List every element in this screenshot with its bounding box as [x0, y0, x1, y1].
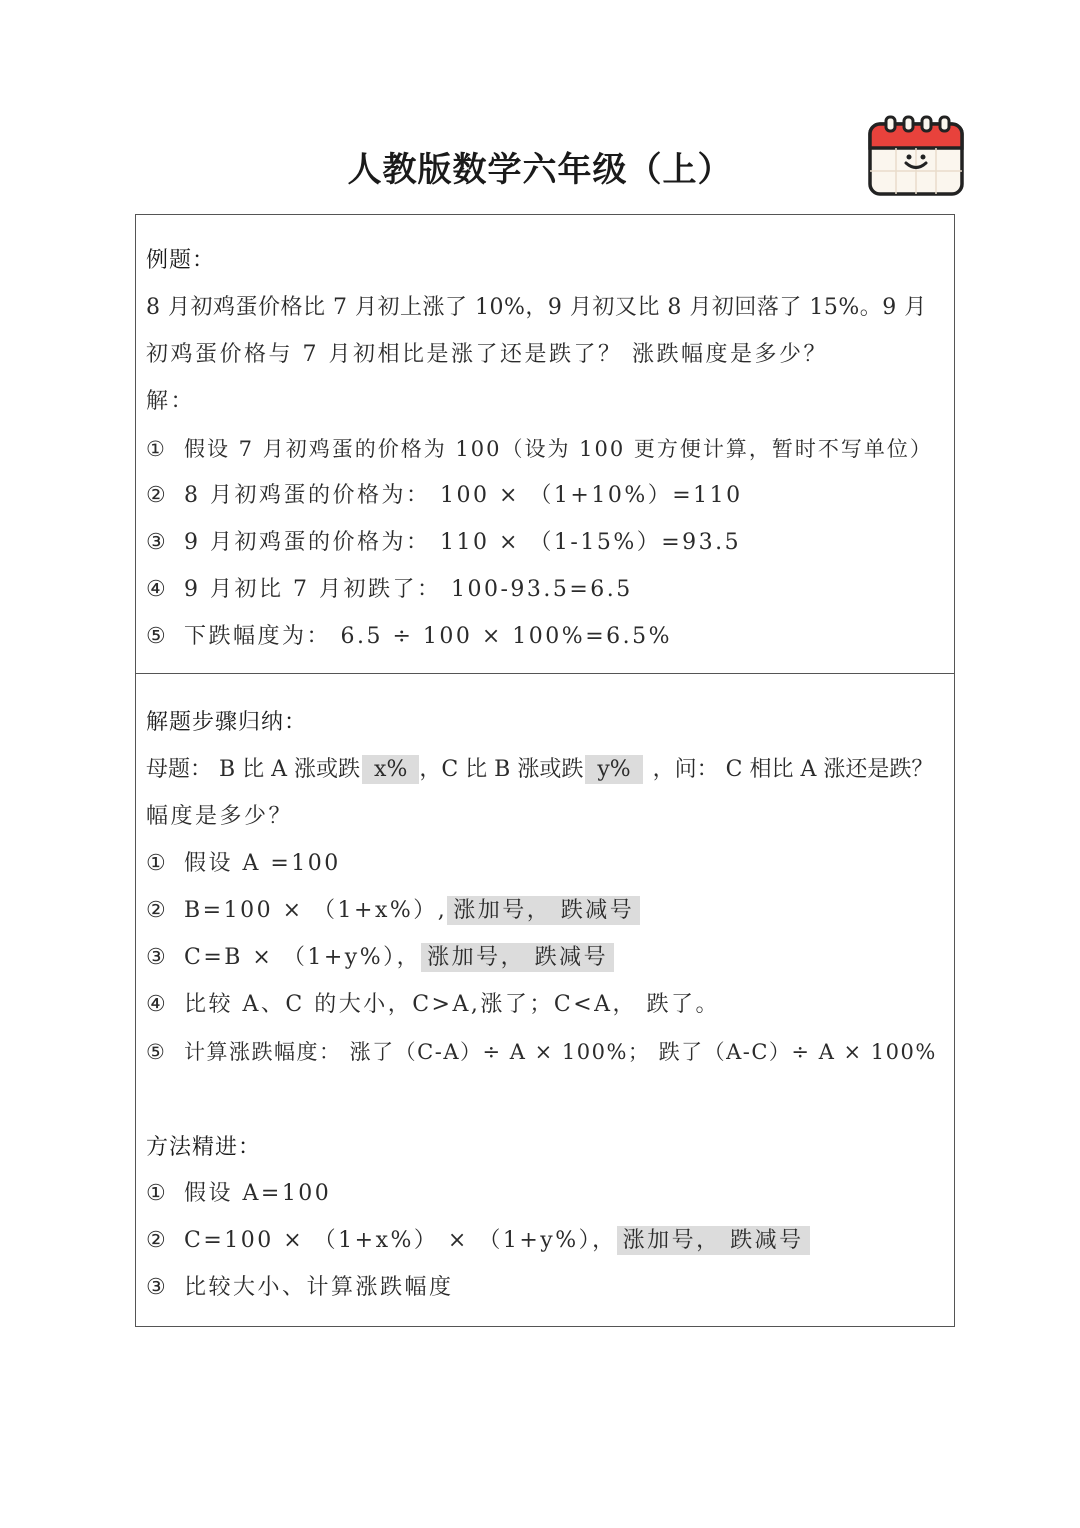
example-step	[146, 528, 741, 558]
step-number: ①	[146, 1181, 169, 1206]
step-number: ④	[146, 577, 169, 602]
step-text: 8 月初鸡蛋的价格为： 100 × （1+10%）=110	[184, 483, 743, 508]
example-step	[146, 575, 633, 605]
step-number: ②	[146, 1228, 169, 1253]
mother-problem-line-2: 幅度是多少？	[146, 804, 294, 829]
step-number: ⑤	[146, 624, 169, 649]
example-step	[146, 622, 672, 652]
step-text: 假设 A =100	[184, 851, 341, 876]
step-number: ②	[146, 483, 169, 508]
step-text: 假设 A=100	[184, 1181, 332, 1206]
example-heading: 例题：	[146, 248, 216, 273]
problem-line-1: 8 月初鸡蛋价格比 7 月初上涨了 10%，9 月初又比 8 月初回落了 15%。9 月	[146, 295, 927, 320]
calendar-icon	[866, 114, 966, 198]
mother-y-highlight: y%	[585, 755, 642, 784]
step-number: ③	[146, 530, 169, 555]
summary-step	[146, 849, 341, 879]
method-step	[146, 1179, 331, 1209]
summary-step	[146, 990, 720, 1020]
content-box	[135, 214, 955, 1327]
step-text: 9 月初鸡蛋的价格为： 110 × （1-15%）=93.5	[184, 530, 742, 555]
summary-heading: 解题步骤归纳：	[146, 710, 308, 735]
section-divider	[136, 673, 954, 674]
summary-step	[146, 896, 640, 926]
method-step	[146, 1273, 454, 1303]
page-title: 人教版数学六年级（上）	[347, 150, 733, 190]
summary-step	[146, 1037, 937, 1067]
example-step	[146, 481, 743, 511]
step-text: 9 月初比 7 月初跌了： 100-93.5=6.5	[184, 577, 633, 602]
example-step	[146, 434, 933, 464]
method-heading: 方法精进：	[146, 1135, 262, 1160]
step-text: C=B × （1+y%），	[184, 945, 422, 970]
mother-text-b: ，C 比 B 涨或跌	[419, 757, 584, 782]
step-text: C=100 × （1+x%） × （1+y%），	[184, 1228, 617, 1253]
step-text: 比较大小、计算涨跌幅度	[184, 1275, 454, 1300]
summary-step	[146, 943, 614, 973]
step-text: B=100 × （1+x%）,	[184, 898, 448, 923]
step-text: 下跌幅度为： 6.5 ÷ 100 × 100%=6.5%	[184, 624, 673, 649]
step-text: 假设 7 月初鸡蛋的价格为 100（设为 100 更方便计算，暂时不写单位）	[184, 437, 933, 461]
step-number: ③	[146, 1275, 169, 1300]
step-number: ④	[146, 992, 169, 1017]
step-number: ①	[146, 437, 165, 461]
step-number: ②	[146, 898, 169, 923]
problem-line-2: 初鸡蛋价格与 7 月初相比是涨了还是跌了？ 涨跌幅度是多少？	[146, 342, 828, 367]
step-number: ①	[146, 851, 169, 876]
sign-rule-highlight: 涨加号， 跌减号	[421, 943, 614, 972]
step-text: 比较 A、C 的大小，C>A,涨了；C<A， 跌了。	[184, 992, 721, 1017]
mother-text-c: ，问： C 相比 A 涨还是跌？	[652, 757, 934, 782]
method-step	[146, 1226, 810, 1256]
step-number: ③	[146, 945, 169, 970]
mother-x-highlight: x%	[362, 755, 419, 784]
mother-text-a: 母题： B 比 A 涨或跌	[146, 757, 361, 782]
step-text: 计算涨跌幅度： 涨了（C-A）÷ A × 100%； 跌了（A-C）÷ A × 100%	[184, 1040, 937, 1064]
mother-problem	[146, 755, 933, 785]
solution-label: 解：	[146, 389, 196, 414]
sign-rule-highlight: 涨加号， 跌减号	[447, 896, 640, 925]
sign-rule-highlight: 涨加号， 跌减号	[617, 1226, 810, 1255]
step-number: ⑤	[146, 1040, 165, 1064]
